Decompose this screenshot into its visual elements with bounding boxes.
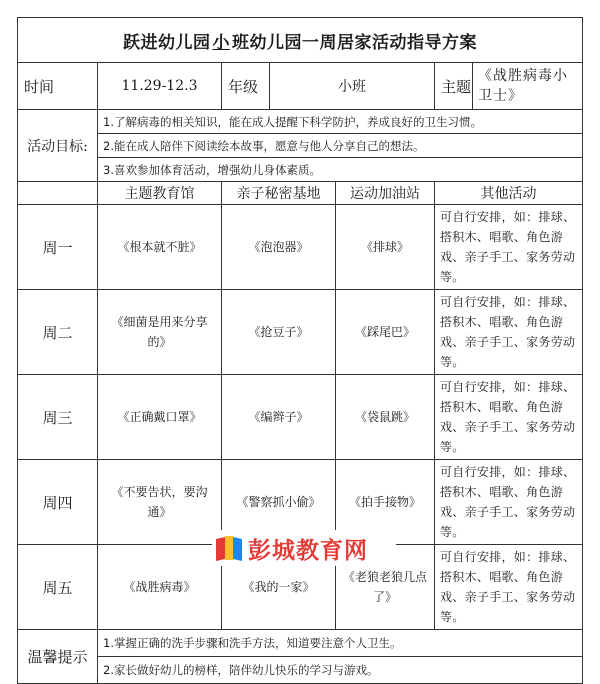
page-title	[18, 18, 583, 63]
guidance-sheet	[17, 17, 582, 684]
plan-table	[17, 17, 583, 684]
table-row	[18, 290, 583, 375]
sport-activity: 《踩尾巴》	[336, 290, 435, 375]
grade-label: 年级	[222, 63, 270, 110]
theme-activity: 《正确戴口罩》	[98, 375, 222, 460]
watermark-logo	[212, 530, 396, 566]
goal-item: 1.了解病毒的相关知识，能在成人提醒下科学防护，养成良好的卫生习惯。	[98, 110, 583, 134]
other-activity: 可自行安排，如：排球、搭积木、唱歌、角色游戏、亲子手工、家务劳动等。	[435, 375, 583, 460]
parent-activity: 《我的一家》	[222, 545, 336, 630]
parent-activity: 《抢豆子》	[222, 290, 336, 375]
parent-activity: 《泡泡器》	[222, 205, 336, 290]
theme-activity: 《细菌是用来分享的》	[98, 290, 222, 375]
day-label: 周一	[18, 205, 98, 290]
watermark-text: 彭城教育网	[248, 537, 368, 564]
theme-value: 《战胜病毒小卫士》	[473, 63, 583, 110]
theme-activity: 《根本就不脏》	[98, 205, 222, 290]
time-value: 11.29-12.3	[98, 63, 222, 110]
sport-activity: 《拍手接物》	[336, 460, 435, 545]
other-activity: 可自行安排，如：排球、搭积木、唱歌、角色游戏、亲子手工、家务劳动等。	[435, 545, 583, 630]
goal-item: 3.喜欢参加体育活动，增强幼儿身体素质。	[98, 158, 583, 182]
book-logo-icon	[216, 534, 242, 562]
table-row	[18, 375, 583, 460]
column-header-parent: 亲子秘密基地	[222, 182, 336, 205]
grade-value: 小班	[270, 63, 435, 110]
theme-label: 主题	[435, 63, 473, 110]
tip-item: 2.家长做好幼儿的榜样，陪伴幼儿快乐的学习与游戏。	[98, 657, 583, 684]
day-label: 周五	[18, 545, 98, 630]
column-header-sport: 运动加油站	[336, 182, 435, 205]
other-activity: 可自行安排，如：排球、搭积木、唱歌、角色游戏、亲子手工、家务劳动等。	[435, 205, 583, 290]
title-prefix: 跃进幼儿园	[123, 32, 211, 53]
sport-activity: 《袋鼠跳》	[336, 375, 435, 460]
table-row	[18, 205, 583, 290]
goal-item: 2.能在成人陪伴下阅读绘本故事，愿意与他人分享自己的想法。	[98, 134, 583, 158]
parent-activity: 《警察抓小偷》	[222, 460, 336, 545]
goals-label: 活动目标:	[18, 110, 98, 182]
sport-activity: 《老狼老狼几点了》	[336, 545, 435, 630]
column-header-theme: 主题教育馆	[98, 182, 222, 205]
sport-activity: 《排球》	[336, 205, 435, 290]
corner-cell	[18, 182, 98, 205]
day-label: 周三	[18, 375, 98, 460]
time-label: 时间	[18, 63, 98, 110]
day-label: 周二	[18, 290, 98, 375]
title-suffix: 班幼儿园一周居家活动指导方案	[232, 32, 478, 53]
parent-activity: 《编辫子》	[222, 375, 336, 460]
day-label: 周四	[18, 460, 98, 545]
theme-activity: 《战胜病毒》	[98, 545, 222, 630]
column-header-other: 其他活动	[435, 182, 583, 205]
tips-label: 温馨提示	[18, 630, 98, 684]
title-class-name: 小	[212, 32, 231, 53]
other-activity: 可自行安排，如：排球、搭积木、唱歌、角色游戏、亲子手工、家务劳动等。	[435, 290, 583, 375]
other-activity: 可自行安排，如：排球、搭积木、唱歌、角色游戏、亲子手工、家务劳动等。	[435, 460, 583, 545]
theme-activity: 《不要告状，要沟通》	[98, 460, 222, 545]
tip-item: 1.掌握正确的洗手步骤和洗手方法，知道要注意个人卫生。	[98, 630, 583, 657]
